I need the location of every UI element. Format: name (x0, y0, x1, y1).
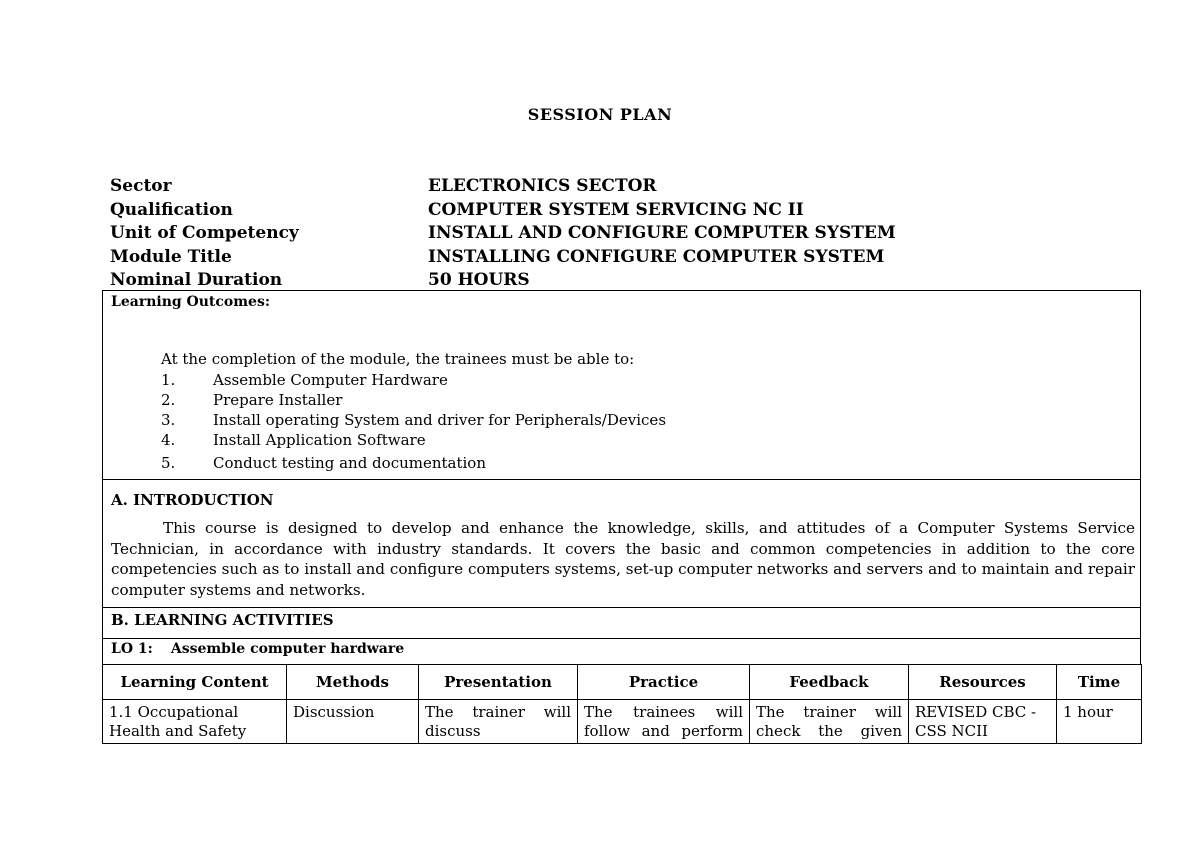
list-item-number: 2. (161, 391, 176, 409)
info-row-duration (110, 269, 896, 293)
table-cell-feedback: The trainer will check the given (750, 700, 909, 744)
learning-outcomes-intro: At the completion of the module, the trainees must be able to: (161, 350, 635, 368)
table-cell-content: 1.1 Occupational Health and Safety (103, 700, 287, 744)
learning-activities-box (102, 607, 1141, 639)
lo1-label: LO 1: (111, 641, 153, 657)
column-header: Presentation (419, 665, 578, 700)
list-item-text: Install operating System and driver for Peripherals/Devices (213, 411, 667, 429)
table-row (103, 700, 1142, 744)
introduction-heading: A. INTRODUCTION (111, 491, 274, 509)
list-item-text: Conduct testing and documentation (213, 454, 487, 472)
column-header: Time (1057, 665, 1142, 700)
table-header-row (103, 665, 1142, 700)
table-cell-resources: REVISED CBC - CSS NCII (909, 700, 1057, 744)
info-label: Qualification (110, 199, 233, 220)
list-item-number: 3. (161, 411, 176, 429)
table-cell-methods: Discussion (287, 700, 419, 744)
info-label: Module Title (110, 246, 232, 267)
list-item-text: Assemble Computer Hardware (213, 371, 448, 389)
table-cell-practice: The trainees will follow and perform (578, 700, 750, 744)
info-label: Unit of Competency (110, 223, 299, 243)
learning-outcomes-box (102, 290, 1141, 480)
introduction-body: This course is designed to develop and enhance the knowledge, skills, and attitudes of a Computer Systems Service Technician, in accordance with industry standards. It covers the basic and common competencies in addition to the core competencies such as to install and configure computers systems, set-up computer networks and servers and to maintain and repair computer systems and networks. (111, 519, 1135, 599)
learning-outcomes-list (161, 370, 666, 473)
info-value: COMPUTER SYSTEM SERVICING NC II (428, 199, 804, 220)
info-value: INSTALLING CONFIGURE COMPUTER SYSTEM (428, 246, 885, 267)
column-header: Feedback (750, 665, 909, 700)
introduction-box (102, 479, 1141, 608)
list-item (161, 370, 666, 390)
lo1-title: Assemble computer hardware (170, 641, 405, 657)
list-item (161, 453, 666, 473)
page-title: SESSION PLAN (527, 105, 673, 124)
info-row-unit (110, 222, 896, 246)
column-header: Methods (287, 665, 419, 700)
list-item-text: Prepare Installer (213, 391, 343, 409)
learning-activities-table (102, 664, 1142, 744)
info-value: ELECTRONICS SECTOR (428, 176, 657, 196)
list-item-number: 5. (161, 454, 176, 472)
list-item-text: Install Application Software (213, 431, 426, 449)
learning-activities-heading: B. LEARNING ACTIVITIES (111, 611, 334, 629)
learning-outcomes-heading: Learning Outcomes: (111, 294, 271, 310)
info-value: INSTALL AND CONFIGURE COMPUTER SYSTEM (428, 223, 896, 243)
info-row-module-title (110, 246, 896, 270)
info-row-qualification (110, 199, 896, 223)
column-header: Learning Content (103, 665, 287, 700)
lo1-box (102, 638, 1141, 665)
list-item (161, 390, 666, 410)
table-cell-presentation: The trainer will discuss (419, 700, 578, 744)
table-cell-time: 1 hour (1057, 700, 1142, 744)
info-label: Nominal Duration (110, 270, 283, 290)
list-item-number: 1. (161, 371, 176, 389)
column-header: Practice (578, 665, 750, 700)
module-info (110, 175, 896, 293)
list-item (161, 430, 666, 450)
info-row-sector (110, 175, 896, 199)
info-value: 50 HOURS (428, 270, 530, 290)
lo1-heading (111, 641, 404, 657)
column-header: Resources (909, 665, 1057, 700)
list-item-number: 4. (161, 431, 176, 449)
info-label: Sector (110, 176, 172, 196)
list-item (161, 410, 666, 430)
